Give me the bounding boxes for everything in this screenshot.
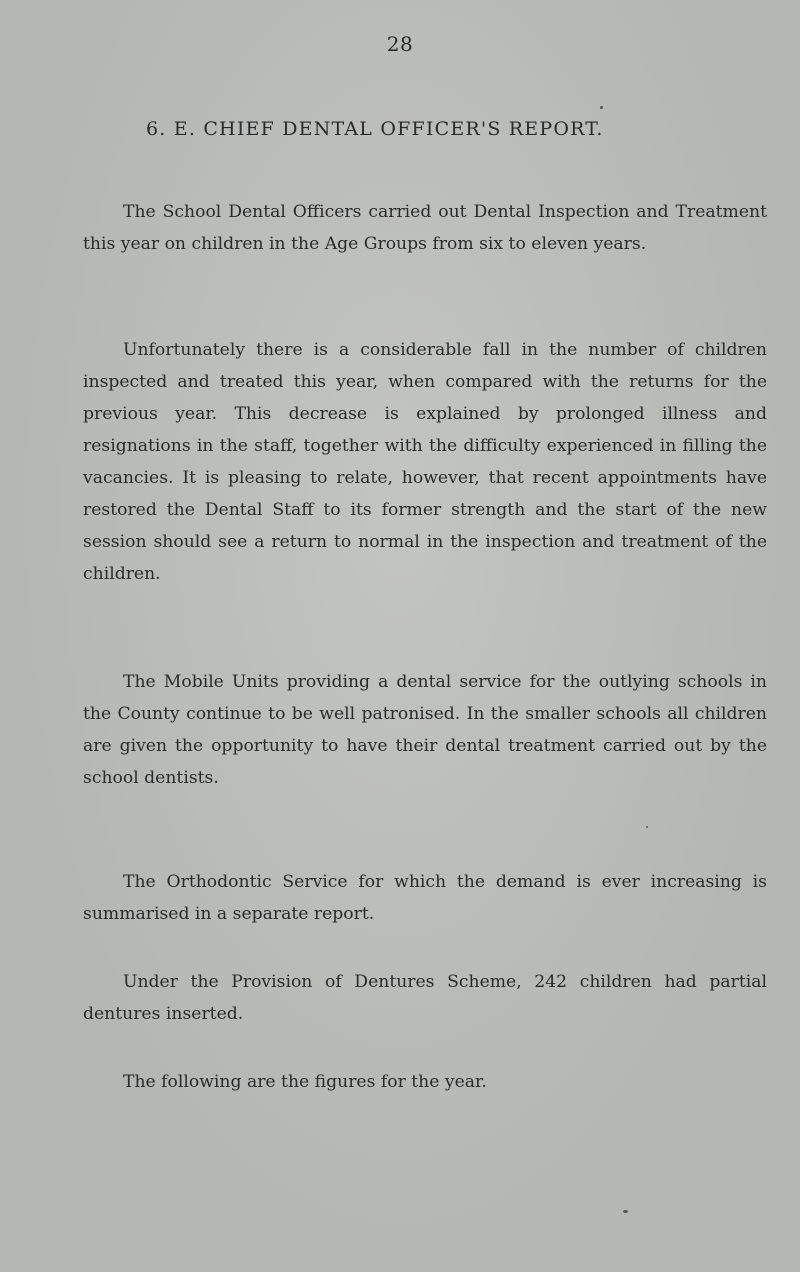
paragraph-dentures-scheme: Under the Provision of Dentures Scheme, 242 children had partial dentures inserted.: [83, 972, 767, 1024]
paragraph-orthodontic-service: The Orthodontic Service for which the demand is ever increasing is summarised in a separate report.: [83, 872, 767, 924]
paragraph-inspection-groups: The School Dental Officers carried out Dental Inspection and Treatment this year on children in the Age Groups from six to eleven years.: [83, 202, 767, 254]
paper-speck: [646, 826, 648, 828]
paragraph-mobile-units: The Mobile Units providing a dental service for the outlying schools in the County continue to be well patronised. In the smaller schools all children are given the opportunity to have their dental treatment carried out by the school dentists.: [83, 672, 767, 788]
paper-speck: [600, 106, 603, 109]
page-number: 28: [386, 32, 414, 56]
paragraph-fall-in-numbers: Unfortunately there is a considerable fall in the number of children inspected and treated this year, when compared with the returns for the previous year. This decrease is explained by prolonged illness and resignations in the staff, together with the difficulty experienced in filling the vacancies. It is pleasing to relate, however, that recent appointments have restored the Dental Staff to its former strength and the start of the new session should see a return to normal in the inspection and treatment of the children.: [83, 340, 767, 584]
paper-speck: [623, 1210, 628, 1213]
paragraph-figures-intro: The following are the figures for the year.: [123, 1072, 487, 1092]
report-heading: 6. E. CHIEF DENTAL OFFICER'S REPORT.: [146, 118, 604, 140]
